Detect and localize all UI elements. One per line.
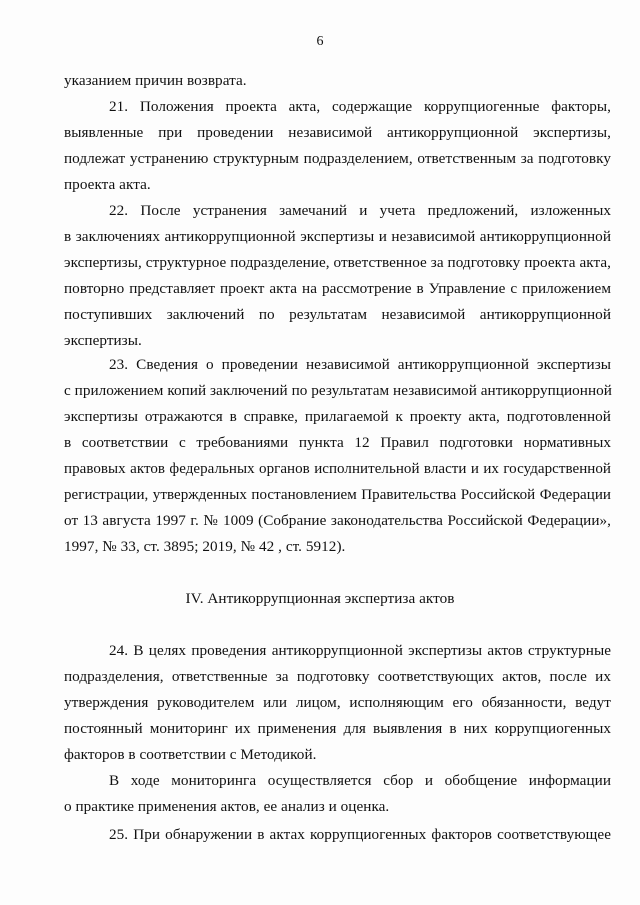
text-line: правовых актов федеральных органов исполнительной власти и их государственной bbox=[64, 461, 611, 477]
text-line: 23. Сведения о проведении независимой антикоррупционной экспертизы bbox=[109, 356, 611, 373]
page-number: 6 bbox=[316, 34, 324, 49]
section-heading: IV. Антикоррупционная экспертиза актов bbox=[185, 590, 455, 607]
text-line: проекта акта. bbox=[64, 176, 151, 193]
text-line: выявленные при проведении независимой антикоррупционной экспертизы, bbox=[64, 124, 611, 141]
text-line: указанием причин возврата. bbox=[64, 72, 247, 89]
text-line: 22. После устранения замечаний и учета предложений, изложенных bbox=[109, 202, 611, 219]
text-line: В ходе мониторинга осуществляется сбор и обобщение информации bbox=[109, 772, 611, 789]
text-line: экспертизы, структурное подразделение, ответственное за подготовку проекта акта, bbox=[64, 254, 611, 271]
text-line: поступивших заключений по результатам независимой антикоррупционной bbox=[64, 306, 611, 323]
text-line: 21. Положения проекта акта, содержащие коррупциогенные факторы, bbox=[109, 98, 611, 115]
text-line: повторно представляет проект акта на рассмотрение в Управление с приложением bbox=[64, 280, 611, 297]
text-line: подлежат устранению структурным подразделением, ответственным за подготовку bbox=[64, 150, 611, 167]
text-line: регистрации, утвержденных постановлением Правительства Российской Федерации bbox=[64, 487, 611, 503]
text-line: факторов в соответствии с Методикой. bbox=[64, 746, 317, 763]
text-line: 24. В целях проведения антикоррупционной экспертизы актов структурные bbox=[109, 642, 611, 659]
text-line: о практике применения актов, ее анализ и оценка. bbox=[64, 798, 390, 815]
text-line: от 13 августа 1997 г. № 1009 (Собрание законодательства Российской Федерации», bbox=[64, 512, 611, 529]
text-line: постоянный мониторинг их применения для выявления в них коррупциогенных bbox=[64, 720, 611, 737]
text-line: 1997, № 33, ст. 3895; 2019, № 42 , ст. 5912). bbox=[64, 538, 346, 555]
text-line: экспертизы отражаются в справке, прилагаемой к проекту акта, подготовленной bbox=[64, 408, 611, 425]
text-line: в заключениях антикоррупционной экспертизы и независимой антикоррупционной bbox=[64, 228, 611, 245]
text-line: в соответствии с требованиями пункта 12 Правил подготовки нормативных bbox=[64, 434, 611, 451]
text-line: с приложением копий заключений по результатам независимой антикоррупционной bbox=[64, 382, 612, 399]
text-line: утверждения руководителем или лицом, исполняющим его обязанности, ведут bbox=[64, 694, 611, 711]
text-line: 25. При обнаружении в актах коррупциогенных факторов соответствующее bbox=[109, 826, 611, 843]
text-line: экспертизы. bbox=[64, 332, 142, 349]
text-line: подразделения, ответственные за подготовку соответствующих актов, после их bbox=[64, 668, 611, 685]
